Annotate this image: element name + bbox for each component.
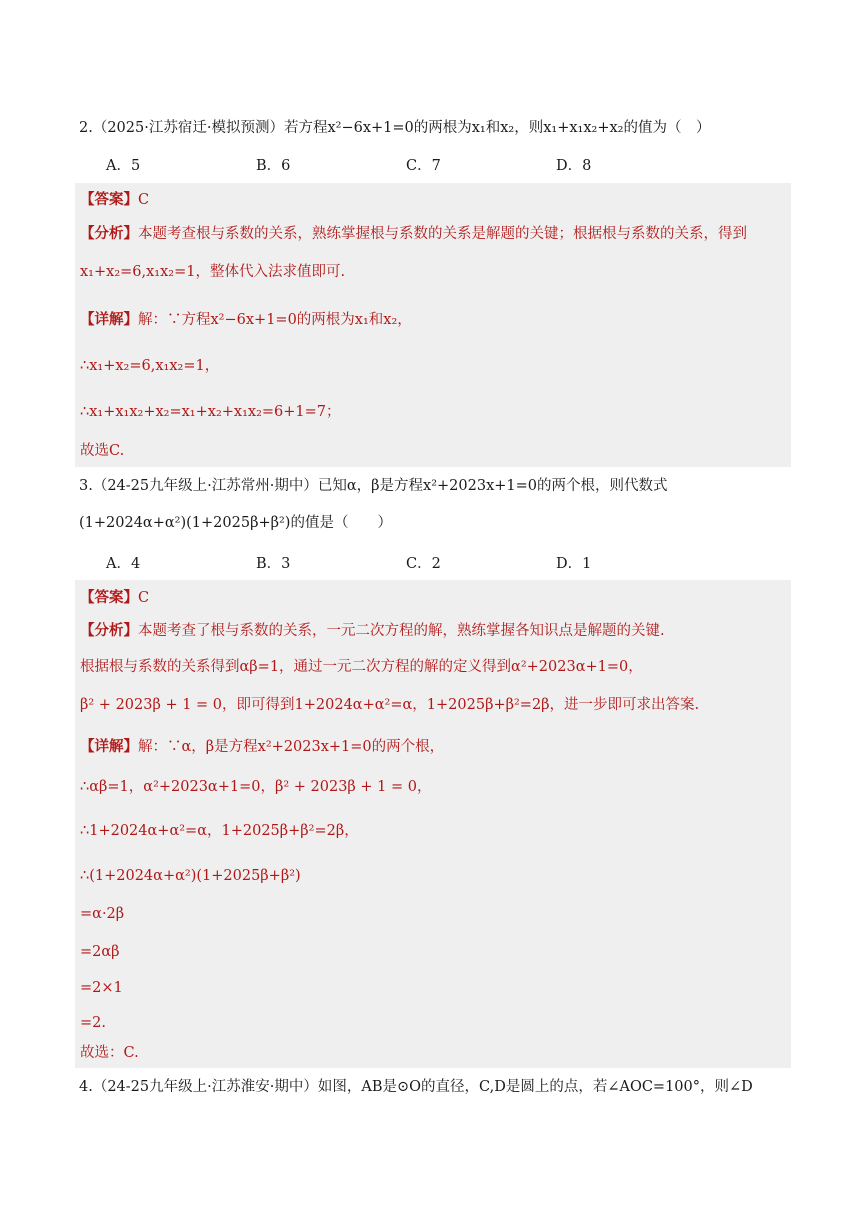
q3-answer-value: C (138, 590, 150, 606)
q2-detail-line4: 故选C. (80, 443, 125, 459)
q2-analysis-line2: x₁+x₂=6,x₁x₂=1，整体代入法求值即可. (80, 264, 346, 280)
q3-analysis (80, 620, 665, 642)
q2-detail (80, 309, 412, 331)
q3-detail-line5: =α·2β (80, 906, 125, 922)
q2-detail-label: 【详解】 (80, 311, 138, 328)
q3-detail-line6: =2αβ (80, 944, 120, 960)
q3-detail-line4: ∴(1+2024α+α²)(1+2025β+β²) (80, 868, 301, 884)
q2-option-c: C．7 (406, 158, 441, 174)
q3-detail-line3: ∴1+2024α+α²=α，1+2025β+β²=2β， (80, 823, 359, 839)
q2-option-b: B．6 (256, 158, 291, 174)
q3-detail-line9: 故选：C. (80, 1045, 139, 1061)
q3-answer (80, 587, 149, 609)
q3-analysis-label: 【分析】 (80, 622, 138, 639)
q3-analysis-line3: β² + 2023β + 1 = 0，即可得到1+2024α+α²=α，1+2025β+β²=2β，进一步即可求出答案. (80, 697, 700, 713)
q3-option-b: B．3 (256, 556, 291, 572)
q3-stem-line2: (1+2024α+α²)(1+2025β+β²)的值是（ ） (79, 515, 392, 531)
q3-stem-line1: 3.（24-25九年级上·江苏常州·期中）已知α，β是方程x²+2023x+1=0的两个根，则代数式 (79, 478, 668, 494)
q3-answer-label: 【答案】 (80, 589, 138, 606)
q2-answer-label: 【答案】 (80, 191, 138, 208)
q2-answer (80, 189, 149, 211)
q3-detail (80, 736, 444, 758)
q3-option-c: C．2 (406, 556, 441, 572)
q2-detail-line2: ∴x₁+x₂=6,x₁x₂=1， (80, 358, 220, 374)
q3-solution-block (75, 580, 791, 1068)
q2-solution-block (75, 183, 791, 467)
q2-option-a: A．5 (106, 158, 141, 174)
q2-detail-line1: 解：∵方程x²−6x+1=0的两根为x₁和x₂， (138, 312, 412, 328)
q3-detail-line8: =2. (80, 1015, 106, 1031)
q3-detail-line7: =2×1 (80, 980, 123, 996)
q4-stem: 4.（24-25九年级上·江苏淮安·期中）如图，AB是⊙O的直径，C,D是圆上的点，若∠AOC=100°，则∠D (79, 1079, 753, 1095)
q2-analysis (80, 223, 747, 245)
q2-analysis-line1: 本题考查根与系数的关系，熟练掌握根与系数的关系是解题的关键；根据根与系数的关系，得到 (138, 226, 747, 242)
q2-stem: 2.（2025·江苏宿迁·模拟预测）若方程x²−6x+1=0的两根为x₁和x₂，则x₁+x₁x₂+x₂的值为（ ） (79, 120, 711, 136)
q3-detail-line1: 解：∵α，β是方程x²+2023x+1=0的两个根， (138, 739, 445, 755)
q2-option-d: D．8 (556, 158, 592, 174)
q3-options (106, 553, 706, 575)
q2-options (106, 155, 706, 177)
q2-analysis-label: 【分析】 (80, 225, 138, 242)
q3-analysis-line2: 根据根与系数的关系得到αβ=1，通过一元二次方程的解的定义得到α²+2023α+1=0， (80, 659, 643, 675)
q2-detail-line3: ∴x₁+x₁x₂+x₂=x₁+x₂+x₁x₂=6+1=7； (80, 404, 341, 420)
q3-detail-line2: ∴αβ=1，α²+2023α+1=0，β² + 2023β + 1 = 0， (80, 779, 432, 795)
q3-analysis-line1: 本题考查了根与系数的关系，一元二次方程的解，熟练掌握各知识点是解题的关键. (138, 623, 665, 639)
q3-option-d: D．1 (556, 556, 592, 572)
q2-answer-value: C (138, 192, 150, 208)
q3-option-a: A．4 (106, 556, 141, 572)
q3-detail-label: 【详解】 (80, 738, 138, 755)
